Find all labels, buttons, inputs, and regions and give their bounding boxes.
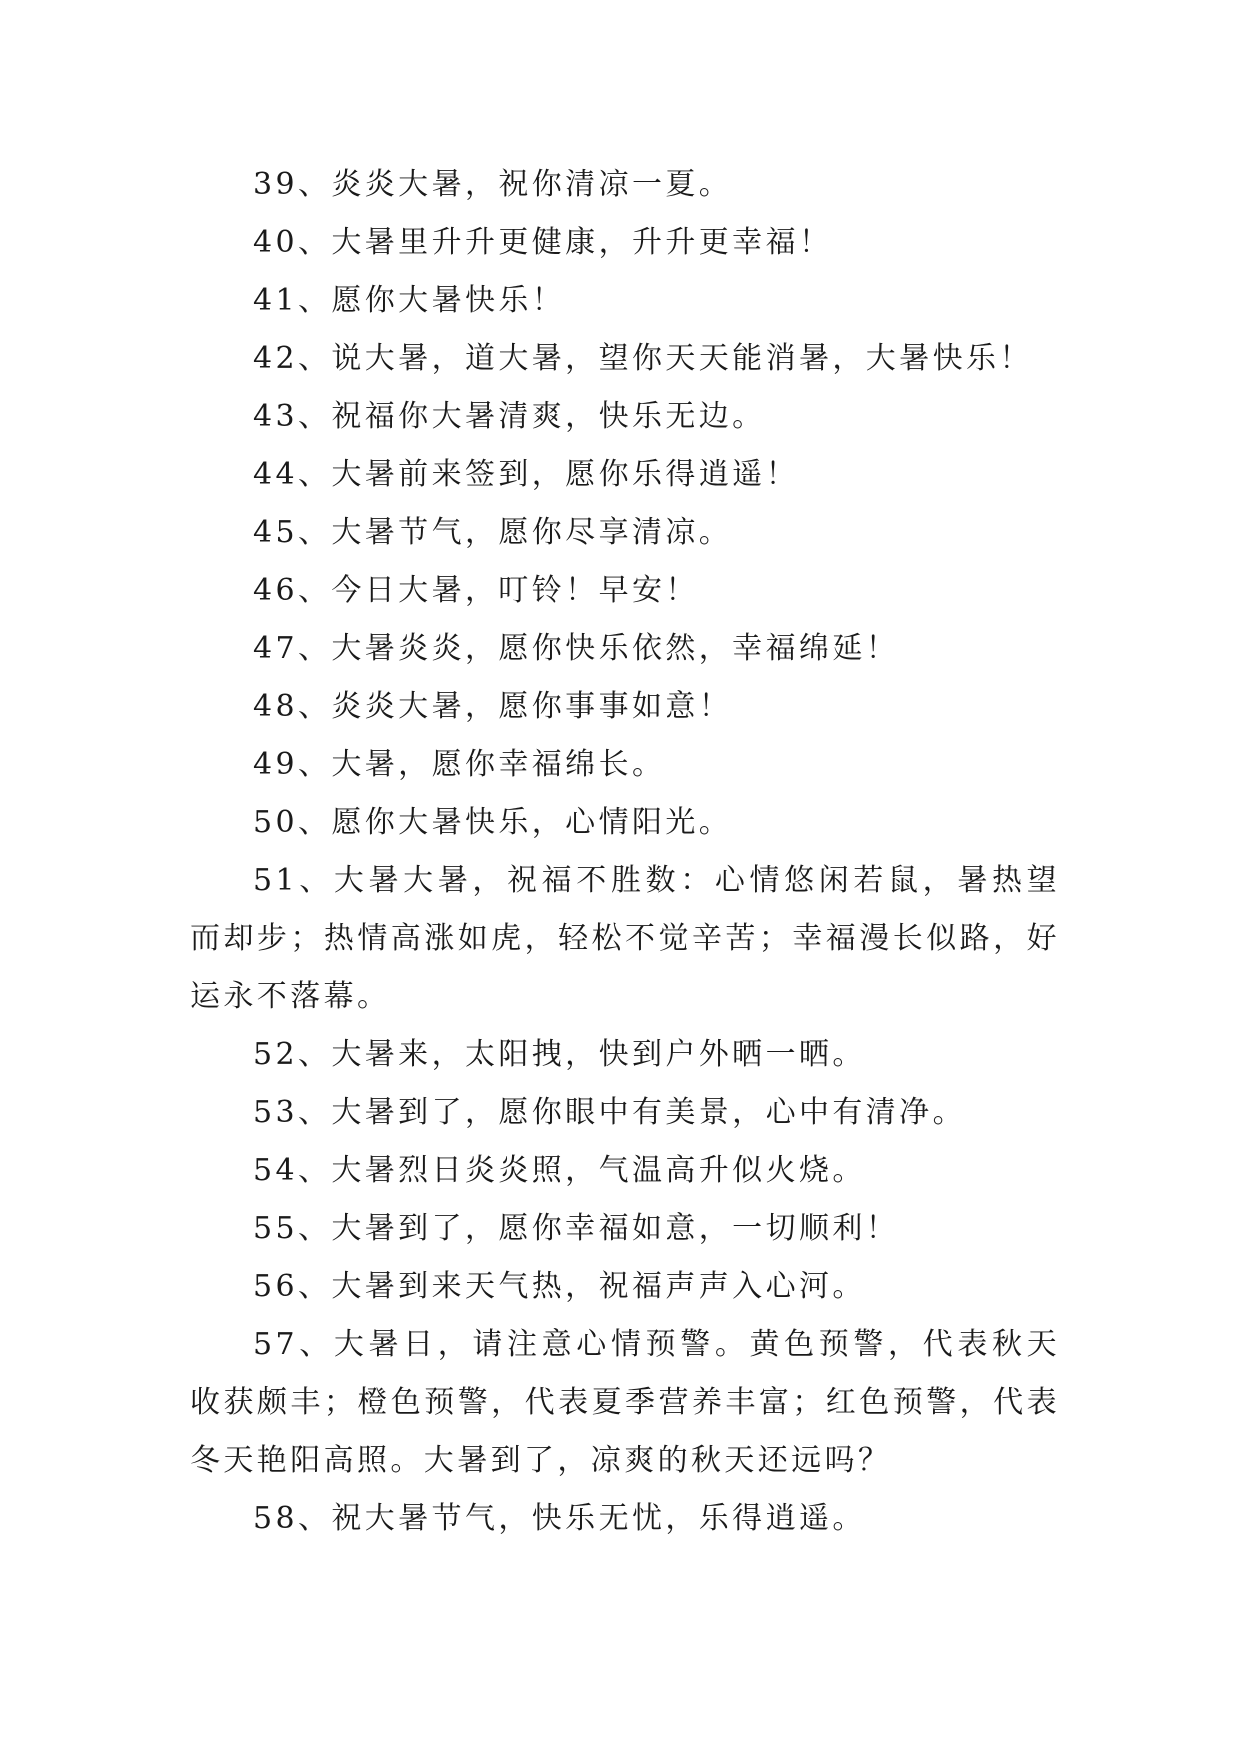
paragraph-53: 53、大暑到了，愿你眼中有美景，心中有清净。 — [253, 1095, 966, 1130]
paragraph-56: 56、大暑到来天气热，祝福声声入心河。 — [253, 1269, 866, 1304]
paragraph-57: 57、大暑日，请注意心情预警。黄色预警，代表秋天收获颇丰；橙色预警，代表夏季营养丰富；红色预警，代表冬天艳阳高照。大暑到了，凉爽的秋天还远吗？ — [190, 1327, 1060, 1478]
paragraph-45: 45、大暑节气，愿你尽享清凉。 — [253, 515, 733, 550]
paragraph-46: 46、今日大暑，叮铃！早安！ — [253, 573, 699, 608]
paragraph-54: 54、大暑烈日炎炎照，气温高升似火烧。 — [253, 1153, 866, 1188]
paragraph-49: 49、大暑，愿你幸福绵长。 — [253, 747, 666, 782]
paragraph-51: 51、大暑大暑，祝福不胜数：心情悠闲若鼠，暑热望而却步；热情高涨如虎，轻松不觉辛苦；幸福漫长似路，好运永不落幕。 — [190, 863, 1060, 1014]
paragraph-43: 43、祝福你大暑清爽，快乐无边。 — [253, 399, 766, 434]
paragraph-39: 39、炎炎大暑，祝你清凉一夏。 — [253, 167, 733, 202]
paragraph-58: 58、祝大暑节气，快乐无忧，乐得逍遥。 — [253, 1501, 866, 1536]
paragraph-48: 48、炎炎大暑，愿你事事如意！ — [253, 689, 733, 724]
paragraph-41: 41、愿你大暑快乐！ — [253, 283, 566, 318]
paragraph-47: 47、大暑炎炎，愿你快乐依然，幸福绵延！ — [253, 631, 900, 666]
paragraph-55: 55、大暑到了，愿你幸福如意，一切顺利！ — [253, 1211, 900, 1246]
paragraph-52: 52、大暑来，太阳拽，快到户外晒一晒。 — [253, 1037, 866, 1072]
document-body — [190, 156, 1060, 1548]
paragraph-42: 42、说大暑，道大暑，望你天天能消暑，大暑快乐！ — [253, 341, 1033, 376]
paragraph-50: 50、愿你大暑快乐，心情阳光。 — [253, 805, 733, 840]
paragraph-44: 44、大暑前来签到，愿你乐得逍遥！ — [253, 457, 799, 492]
paragraph-40: 40、大暑里升升更健康，升升更幸福！ — [253, 225, 833, 260]
